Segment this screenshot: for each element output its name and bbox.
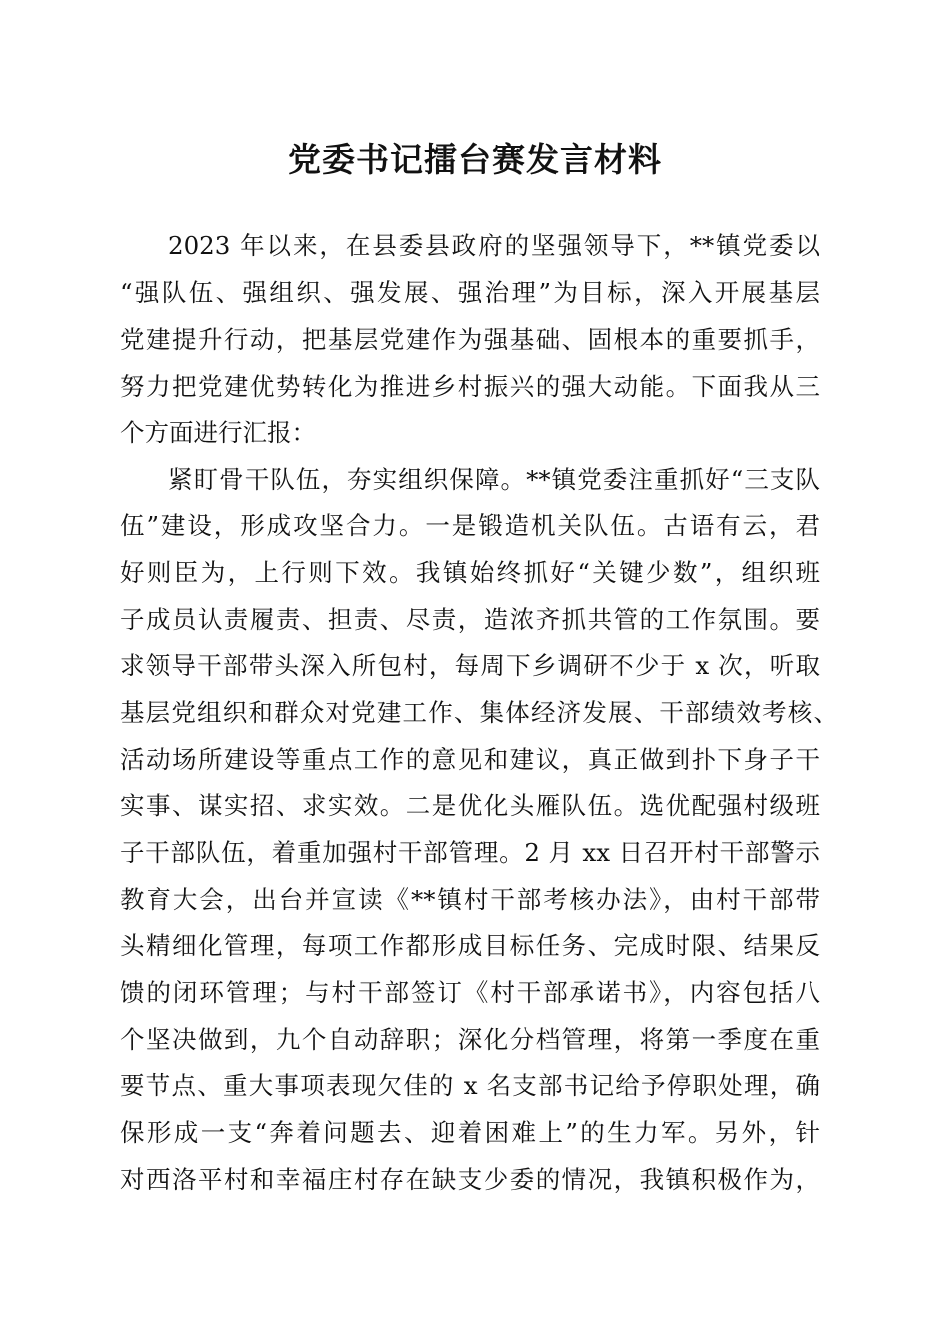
paragraph-2-line-6: 基层党组织和群众对党建工作、集体经济发展、干部绩效考核、 [120,698,838,727]
paragraph-2-line-13: 个坚决做到，九个自动辞职；深化分档管理，将第一季度在重 [120,1025,820,1054]
paragraph-1-line-3: 党建提升行动，把基层党建作为强基础、固根本的重要抓手， [120,325,820,354]
paragraph-2-line-16: 对西洛平村和幸福庄村存在缺支少委的情况，我镇积极作为， [120,1165,820,1194]
paragraph-2-line-5: 求领导干部带头深入所包村，每周下乡调研不少于 x 次，听取 [120,651,820,680]
paragraph-1-line-2: “强队伍、强组织、强发展、强治理”为目标，深入开展基层 [120,278,820,307]
paragraph-1-line-5: 个方面进行汇报： [120,418,316,447]
paragraph-1-line-4: 努力把党建优势转化为推进乡村振兴的强大动能。下面我从三 [120,372,820,401]
paragraph-2-line-4: 子成员认责履责、担责、尽责，造浓齐抓共管的工作氛围。要 [120,605,820,634]
paragraph-2-line-11: 头精细化管理，每项工作都形成目标任务、完成时限、结果反 [120,931,820,960]
paragraph-2-line-14: 要节点、重大事项表现欠佳的 x 名支部书记给予停职处理，确 [120,1071,820,1100]
paragraph-2-line-12: 馈的闭环管理；与村干部签订《村干部承诺书》，内容包括八 [120,978,820,1007]
paragraph-2-line-7: 活动场所建设等重点工作的意见和建议，真正做到扑下身子干 [120,745,820,774]
paragraph-2-line-2: 伍”建设，形成攻坚合力。一是锻造机关队伍。古语有云，君 [120,511,820,540]
paragraph-2-line-8: 实事、谋实招、求实效。二是优化头雁队伍。选优配强村级班 [120,791,820,820]
paragraph-2-line-1: 紧盯骨干队伍，夯实组织保障。**镇党委注重抓好“三支队 [168,465,820,494]
paragraph-1-line-1: 2023 年以来，在县委县政府的坚强领导下，**镇党委以 [168,231,820,260]
paragraph-2-line-3: 好则臣为，上行则下效。我镇始终抓好“关键少数”，组织班 [120,558,820,587]
document-title: 党委书记擂台赛发言材料 [288,140,662,179]
paragraph-2-line-9: 子干部队伍，着重加强村干部管理。2 月 xx 日召开村干部警示 [120,838,820,867]
paragraph-2-line-10: 教育大会，出台并宣读《**镇村干部考核办法》，由村干部带 [120,885,820,914]
paragraph-2-line-15: 保形成一支“奔着问题去、迎着困难上”的生力军。另外，针 [120,1118,820,1147]
